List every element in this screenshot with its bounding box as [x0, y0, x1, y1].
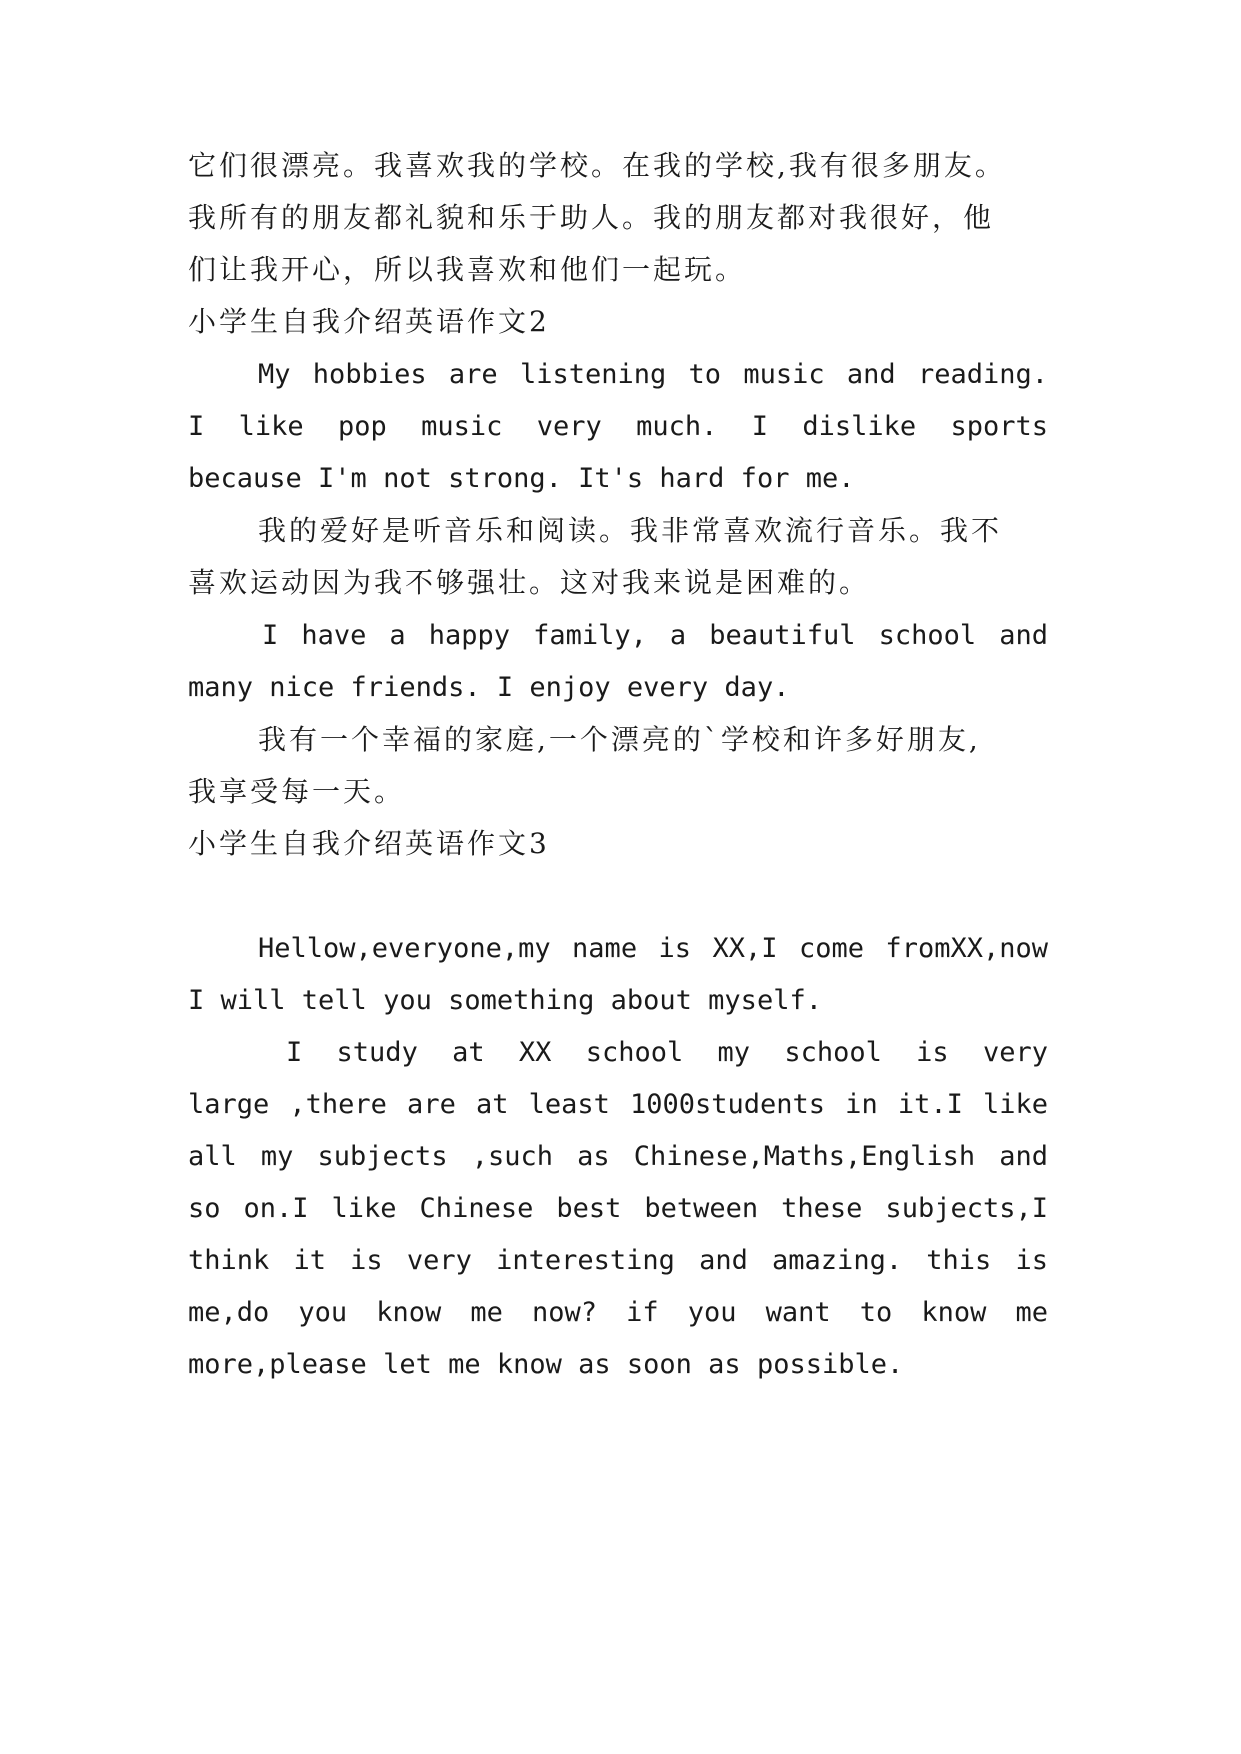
paragraph-line: large ,there are at least 1000students in it.I like: [188, 1089, 1048, 1120]
paragraph-line: more,please let me know as soon as possible.: [188, 1349, 904, 1380]
paragraph-line: I like pop music very much. I dislike sports: [188, 411, 1048, 442]
paragraph-line: 我的爱好是听音乐和阅读。我非常喜欢流行音乐。我不: [258, 514, 1003, 547]
paragraph-line: so on.I like Chinese best between these subjects,I: [188, 1193, 1048, 1224]
paragraph-line: 它们很漂亮。我喜欢我的学校。在我的学校,我有很多朋友。: [188, 149, 1006, 182]
paragraph-line: 我有一个幸福的家庭,一个漂亮的`学校和许多好朋友,: [258, 723, 981, 756]
section-heading: 小学生自我介绍英语作文3: [188, 827, 550, 860]
paragraph-line: My hobbies are listening to music and reading.: [258, 359, 1048, 390]
paragraph-line: me,do you know me now? if you want to know me: [188, 1297, 1048, 1328]
paragraph-line: I study at XX school my school is very: [286, 1037, 1048, 1068]
paragraph-line: Hellow,everyone,my name is XX,I come fromXX,now: [258, 933, 1048, 964]
section-heading: 小学生自我介绍英语作文2: [188, 305, 550, 338]
paragraph-line: because I'm not strong. It's hard for me.: [188, 463, 855, 494]
paragraph-line: 我享受每一天。: [188, 775, 406, 808]
paragraph-line: 们让我开心，所以我喜欢和他们一起玩。: [188, 253, 747, 286]
paragraph-line: 我所有的朋友都礼貌和乐于助人。我的朋友都对我很好，他: [188, 201, 995, 234]
paragraph-line: all my subjects ,such as Chinese,Maths,English and: [188, 1141, 1048, 1172]
paragraph-line: many nice friends. I enjoy every day.: [188, 672, 790, 703]
paragraph-line: I will tell you something about myself.: [188, 985, 822, 1016]
paragraph-line: 喜欢运动因为我不够强壮。这对我来说是困难的。: [188, 566, 871, 599]
paragraph-line: I have a happy family, a beautiful school and: [262, 620, 1048, 651]
paragraph-line: think it is very interesting and amazing. this is: [188, 1245, 1048, 1276]
